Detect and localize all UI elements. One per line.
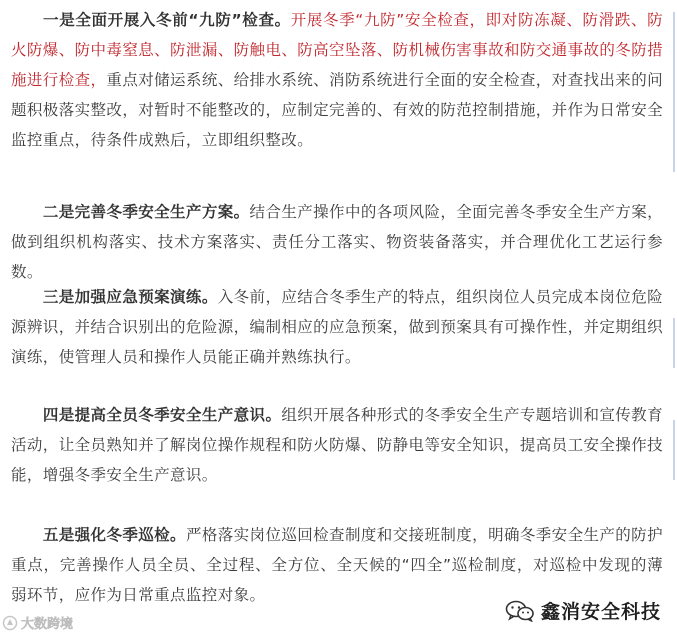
- paragraph-text: 严格落实岗位巡回检查制度和交接班制度，明确冬季安全生产的防护重点，完善操作人员全员、全过程、全方位、全天候的“四全”巡检制度，对巡检中发现的薄弱环节，应作为日常重点监控对象。: [11, 526, 663, 604]
- paragraph-heading: 二是完善冬季安全生产方案。: [42, 203, 250, 221]
- edge-divider: [673, 318, 675, 368]
- paragraph-heading: 一是全面开展入冬前“九防”检查。: [42, 11, 291, 29]
- edge-divider: [673, 420, 675, 480]
- watermark-logo-icon: [2, 615, 18, 631]
- paragraph-text: 重点对储运系统、给排水系统、消防系统进行全面的安全检查，对查找出来的问题积极落实整改，对暂时不能整改的，应制定完善的、有效的防范控制措施，并作为日常安全监控重点，待条件成熟后，立即组织整改。: [11, 71, 663, 149]
- watermark-text: 大数跨境: [21, 617, 74, 632]
- paragraph-safety-plan: [11, 197, 663, 287]
- paragraph-heading: 四是提高全员冬季安全生产意识。: [42, 406, 282, 424]
- paragraph-heading: 三是加强应急预案演练。: [42, 288, 218, 306]
- wechat-icon: [505, 600, 535, 622]
- paragraph-nine-prevention-check: [11, 5, 663, 155]
- edge-divider: [673, 12, 675, 172]
- watermark: [2, 613, 73, 632]
- highlighted-text: 开展冬季“九防”安全检查，即对防冻凝、防滑跌、防火防爆、防中毒窒息、防泄漏、防触电、防高空坠落、防机械伤害事故和防交通事故的冬防措施进行检查，: [11, 11, 663, 89]
- paragraph-text: 入冬前，应结合冬季生产的特点，组织岗位人员完成本岗位危险源辨识，并结合识别出的危险源，编制相应的应急预案，做到预案具有可操作性，并定期组织演练，使管理人员和操作人员能正确并熟练执行。: [11, 288, 664, 366]
- paragraph-text: 结合生产操作中的各项风险，全面完善冬季安全生产方案，做到组织机构落实、技术方案落实、责任分工落实、物资装备落实，并合理优化工艺运行参数。: [11, 203, 663, 281]
- paragraph-text: 组织开展各种形式的冬季安全生产专题培训和宣传教育活动，让全员熟知并了解岗位操作规程和防火防爆、防静电等安全知识，提高员工安全操作技能，增强冬季安全生产意识。: [11, 406, 663, 484]
- paragraph-heading: 五是强化冬季巡检。: [42, 526, 186, 544]
- brand-logo[interactable]: [505, 597, 661, 624]
- paragraph-emergency-drill: [11, 282, 663, 372]
- paragraph-safety-awareness: [11, 400, 663, 490]
- brand-name: 鑫消安全科技: [540, 601, 661, 623]
